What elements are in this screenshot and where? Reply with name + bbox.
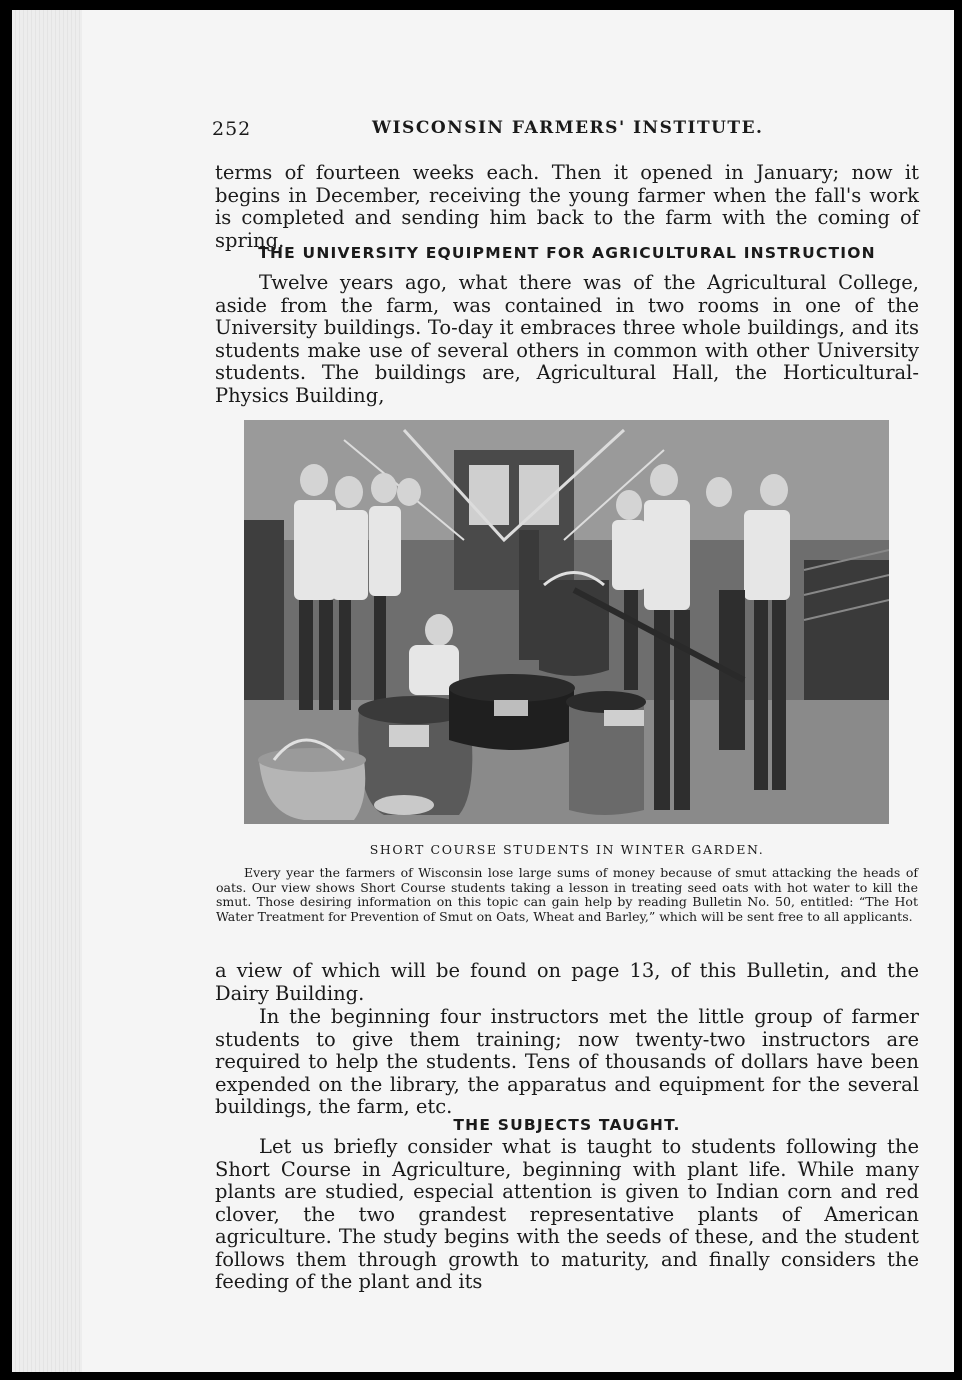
photograph-students-winter-garden: [244, 420, 889, 824]
section-heading-equipment: THE UNIVERSITY EQUIPMENT FOR AGRICULTURAL INSTRUCTION: [258, 244, 876, 262]
running-title: WISCONSIN FARMERS' INSTITUTE.: [372, 118, 764, 138]
figure-caption-title: SHORT COURSE STUDENTS IN WINTER GARDEN.: [369, 842, 765, 857]
figure-caption-body: Every year the farmers of Wisconsin lose large sums of money because of smut attacking the heads of oats. Our view shows Short Course students taking a lesson in treating seed oats with hot water to kill the smut. Those desiring information on this topic can gain help by reading Bulletin No. 50, entitled: “The Hot Water Treatment for Prevention of Smut on Oats, Wheat and Barley,” which will be sent free to all applicants.: [216, 865, 918, 924]
book-page: [12, 10, 954, 1372]
page-stack-edge: [12, 10, 82, 1372]
paragraph-subjects: Let us briefly consider what is taught to students following the Short Course in Agriculture, beginning with plant life. While many plants are studied, especial attention is given to Indian corn and red clover, the two grandest representative plants of American agriculture. The study begins with the seeds of these, and the student follows them through growth to maturity, and finally considers the feeding of the plant and its: [215, 1135, 919, 1293]
paragraph-equipment: Twelve years ago, what there was of the Agricultural College, aside from the farm, was contained in two rooms in one of the University buildings. To-day it embraces three whole buildings, and its students make use of several others in common with other University students. The buildings are, Agricultural Hall, the Horticultural-Physics Building,: [215, 271, 919, 407]
paragraph-dairy-building: a view of which will be found on page 13, of this Bulletin, and the Dairy Building.: [215, 959, 919, 1005]
page-number: 252: [212, 118, 252, 140]
paragraph-continuation: terms of fourteen weeks each. Then it opened in January; now it begins in December, receiving the young farmer when the fall's work is completed and sending him back to the farm with the coming of spring.: [215, 161, 919, 252]
section-heading-subjects: THE SUBJECTS TAUGHT.: [453, 1116, 681, 1134]
paragraph-instructors: In the beginning four instructors met the little group of farmer students to give them training; now twenty-two instructors are required to help the students. Tens of thousands of dollars have been expended on the library, the apparatus and equipment for the several buildings, the farm, etc.: [215, 1005, 919, 1118]
photo-illustration: [244, 420, 889, 824]
